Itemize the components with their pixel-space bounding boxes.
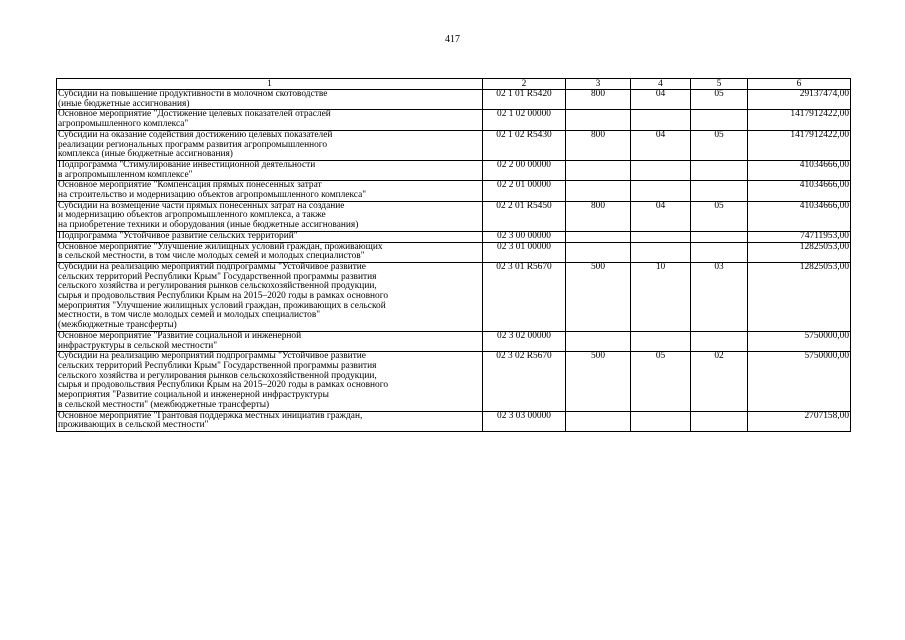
header-col-1: 1: [57, 79, 483, 90]
row-amount: 1417912422,00: [748, 130, 851, 160]
row-description: Основное мероприятие "Улучшение жилищных условий граждан, проживающих в сельской местности, в том числе молодых семей и молодых специалистов": [57, 242, 483, 262]
row-subsection: [691, 110, 748, 130]
row-description: Основное мероприятие "Компенсация прямых понесенных затрат на строительство и модернизацию объектов агропромышленного комплекса": [57, 181, 483, 201]
row-code: 02 3 02 00000: [483, 331, 566, 351]
row-description: Субсидии на возмещение части прямых понесенных затрат на создание и модернизацию объектов агропромышленного комплекса, а также на приобретение техники и оборудования (иные бюджетные ассигнования): [57, 201, 483, 231]
row-code: 02 3 01 00000: [483, 242, 566, 262]
row-section: 04: [631, 130, 691, 160]
page-number: 417: [445, 34, 460, 45]
row-description: Субсидии на реализацию мероприятий подпрограммы "Устойчивое развитие сельских территорий Республики Крым" Государственной программы развития сельского хозяйства и регулирования рынков сельскохозяйственной продукции, сырья и продовольствия Республики Крым на 2015–2020 годы в рамках основного мероприятия "Улучшение жилищных условий граждан, проживающих в сельской местности, в том числе молодых семей и молодых специалистов" (межбюджетные трансферты): [57, 262, 483, 331]
table-row: [57, 181, 851, 201]
row-expense-type: [566, 160, 631, 180]
table-row: [57, 411, 851, 431]
row-section: [631, 110, 691, 130]
row-subsection: 05: [691, 201, 748, 231]
row-amount: 41034666,00: [748, 160, 851, 180]
row-expense-type: [566, 110, 631, 130]
row-amount: 12825053,00: [748, 262, 851, 331]
table-row: [57, 201, 851, 231]
row-section: 05: [631, 352, 691, 411]
row-section: [631, 242, 691, 262]
row-section: [631, 331, 691, 351]
row-subsection: 05: [691, 90, 748, 110]
row-code: 02 1 02 00000: [483, 110, 566, 130]
row-description: Субсидии на оказание содействия достижению целевых показателей реализации региональных программ развития агропромышленного комплекса (иные бюджетные ассигнования): [57, 130, 483, 160]
table-row: [57, 331, 851, 351]
row-section: [631, 160, 691, 180]
row-subsection: 02: [691, 352, 748, 411]
row-amount: 5750000,00: [748, 352, 851, 411]
row-amount: 12825053,00: [748, 242, 851, 262]
row-section: [631, 231, 691, 242]
table-row: [57, 110, 851, 130]
row-section: 04: [631, 90, 691, 110]
table-row: [57, 231, 851, 242]
row-expense-type: [566, 231, 631, 242]
row-expense-type: [566, 181, 631, 201]
row-description: Подпрограмма "Устойчивое развитие сельских территорий": [57, 231, 483, 242]
table-row: [57, 160, 851, 180]
row-section: 10: [631, 262, 691, 331]
header-col-4: 4: [631, 79, 691, 90]
row-subsection: [691, 160, 748, 180]
row-subsection: [691, 242, 748, 262]
row-description: Субсидии на повышение продуктивности в молочном скотоводстве (иные бюджетные ассигнования): [57, 90, 483, 110]
row-description: Субсидии на реализацию мероприятий подпрограммы "Устойчивое развитие сельских территорий Республики Крым" Государственной программы развития сельского хозяйства и регулирования рынков сельскохозяйственной продукции, сырья и продовольствия Республики Крым на 2015–2020 годы в рамках основного мероприятия "Развитие социальной и инженерной инфраструктуры в сельской местности" (межбюджетные трансферты): [57, 352, 483, 411]
row-code: 02 3 00 00000: [483, 231, 566, 242]
row-section: 04: [631, 201, 691, 231]
row-code: 02 2 01 00000: [483, 181, 566, 201]
row-description: Основное мероприятие "Развитие социальной и инженерной инфраструктуры в сельской местности": [57, 331, 483, 351]
row-amount: 29137474,00: [748, 90, 851, 110]
row-expense-type: 500: [566, 262, 631, 331]
row-code: 02 1 01 R5420: [483, 90, 566, 110]
table-row: [57, 352, 851, 411]
row-expense-type: 800: [566, 90, 631, 110]
row-code: 02 2 01 R5450: [483, 201, 566, 231]
row-subsection: 05: [691, 130, 748, 160]
row-description: Подпрограмма "Стимулирование инвестиционной деятельности в агропромышленном комплексе": [57, 160, 483, 180]
row-subsection: [691, 231, 748, 242]
row-amount: 41034666,00: [748, 181, 851, 201]
table-row: [57, 262, 851, 331]
row-section: [631, 411, 691, 431]
row-expense-type: 800: [566, 201, 631, 231]
row-expense-type: 500: [566, 352, 631, 411]
header-col-3: 3: [566, 79, 631, 90]
row-amount: 5750000,00: [748, 331, 851, 351]
row-subsection: [691, 331, 748, 351]
table-row: [57, 130, 851, 160]
budget-table: [56, 78, 851, 432]
header-col-6: 6: [748, 79, 851, 90]
row-description: Основное мероприятие "Грантовая поддержка местных инициатив граждан, проживающих в сельской местности": [57, 411, 483, 431]
header-col-2: 2: [483, 79, 566, 90]
row-amount: 1417912422,00: [748, 110, 851, 130]
row-expense-type: [566, 242, 631, 262]
row-expense-type: [566, 411, 631, 431]
row-code: 02 3 03 00000: [483, 411, 566, 431]
row-code: 02 3 01 R5670: [483, 262, 566, 331]
row-code: 02 1 02 R5430: [483, 130, 566, 160]
table-row: [57, 90, 851, 110]
row-description: Основное мероприятие "Достижение целевых показателей отраслей агропромышленного комплекса": [57, 110, 483, 130]
row-amount: 2707158,00: [748, 411, 851, 431]
header-row: [57, 79, 851, 90]
row-expense-type: [566, 331, 631, 351]
table-row: [57, 242, 851, 262]
header-col-5: 5: [691, 79, 748, 90]
row-code: 02 2 00 00000: [483, 160, 566, 180]
row-subsection: [691, 181, 748, 201]
row-subsection: 03: [691, 262, 748, 331]
row-expense-type: 800: [566, 130, 631, 160]
row-amount: 41034666,00: [748, 201, 851, 231]
row-amount: 74711953,00: [748, 231, 851, 242]
row-code: 02 3 02 R5670: [483, 352, 566, 411]
row-subsection: [691, 411, 748, 431]
row-section: [631, 181, 691, 201]
